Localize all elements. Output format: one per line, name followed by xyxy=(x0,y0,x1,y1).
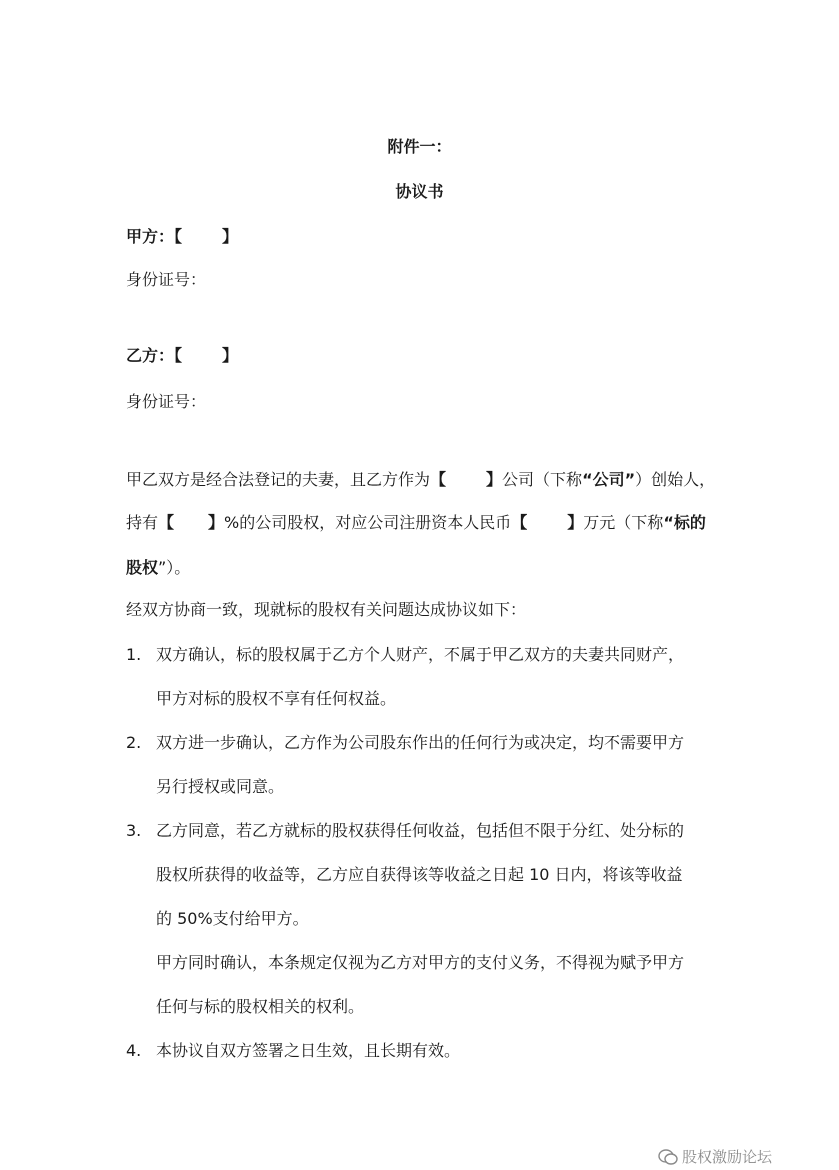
clause-2-line-1 xyxy=(126,733,684,753)
document-title: 协议书 xyxy=(395,182,444,201)
intro-line-3 xyxy=(126,558,190,578)
capital-open-bracket: 【 xyxy=(511,513,528,532)
clause-3-line-4: 甲方同时确认，本条规定仅视为乙方对甲方的支付义务，不得视为赋予甲方 xyxy=(156,953,685,972)
party-a-close-bracket: 】 xyxy=(222,227,239,246)
intro-text: %的公司股权，对应公司注册资本人民币 xyxy=(224,513,512,532)
party-b-id-label: 身份证号： xyxy=(126,392,207,411)
watermark-text: 股权激励论坛 xyxy=(682,1148,773,1166)
intro-line-1 xyxy=(126,470,715,490)
clause-3-line-2: 股权所获得的收益等，乙方应自获得该等收益之日起 10 日内，将该等收益 xyxy=(156,865,683,884)
party-b-line xyxy=(126,346,238,366)
party-a-id-label: 身份证号： xyxy=(126,270,207,289)
intro-text: ）创始人， xyxy=(635,470,716,489)
company-close-bracket: 】 xyxy=(486,470,503,489)
company-open-bracket: 【 xyxy=(430,470,447,489)
percent-open-bracket: 【 xyxy=(158,513,175,532)
wechat-icon xyxy=(658,1149,678,1165)
clause-2-line-2: 另行授权或同意。 xyxy=(156,777,285,796)
clause-3-line-3: 的 50%支付给甲方。 xyxy=(156,909,309,928)
intro-text: 持有 xyxy=(126,513,159,532)
party-b-label: 乙方： xyxy=(126,346,175,365)
party-a-line xyxy=(126,227,238,247)
clause-number: 1. xyxy=(126,645,142,664)
clause-1-line-2: 甲方对标的股权不享有任何权益。 xyxy=(156,689,397,708)
intro-text: 公司（下称 xyxy=(502,470,583,489)
percent-close-bracket: 】 xyxy=(208,513,225,532)
clause-1-line-1 xyxy=(126,645,684,665)
defined-term-equity-cont: 股权 xyxy=(126,558,159,577)
intro-text: 万元（下称 xyxy=(583,513,664,532)
clause-text: 双方确认，标的股权属于乙方个人财产，不属于甲乙双方的夫妻共同财产， xyxy=(156,645,685,664)
intro-line-2 xyxy=(126,513,706,533)
clause-text: 乙方同意，若乙方就标的股权获得任何收益，包括但不限于分红、处分标的 xyxy=(156,821,685,840)
party-b-close-bracket: 】 xyxy=(222,346,239,365)
clause-text: 双方进一步确认，乙方作为公司股东作出的任何行为或决定，均不需要甲方 xyxy=(156,733,685,752)
party-a-label: 甲方： xyxy=(126,227,175,246)
defined-term-equity: “标的 xyxy=(663,513,706,532)
clause-4-line-1 xyxy=(126,1041,460,1061)
intro-text: 甲乙双方是经合法登记的夫妻，且乙方作为 xyxy=(126,470,431,489)
clause-text: 本协议自双方签署之日生效，且长期有效。 xyxy=(156,1041,461,1060)
clause-3-line-1 xyxy=(126,821,684,841)
watermark xyxy=(658,1147,772,1167)
consensus-line: 经双方协商一致，现就标的股权有关问题达成协议如下： xyxy=(126,600,527,619)
clause-3-line-5: 任何与标的股权相关的权利。 xyxy=(156,997,365,1016)
intro-text: ”）。 xyxy=(158,558,191,577)
attachment-label: 附件一： xyxy=(387,137,452,156)
party-a-open-bracket: 【 xyxy=(174,227,183,246)
clause-number: 2. xyxy=(126,733,142,752)
clause-number: 4. xyxy=(126,1041,142,1060)
party-b-open-bracket: 【 xyxy=(174,346,183,365)
clause-number: 3. xyxy=(126,821,142,840)
defined-term-company: “公司” xyxy=(582,470,636,489)
capital-close-bracket: 】 xyxy=(567,513,584,532)
